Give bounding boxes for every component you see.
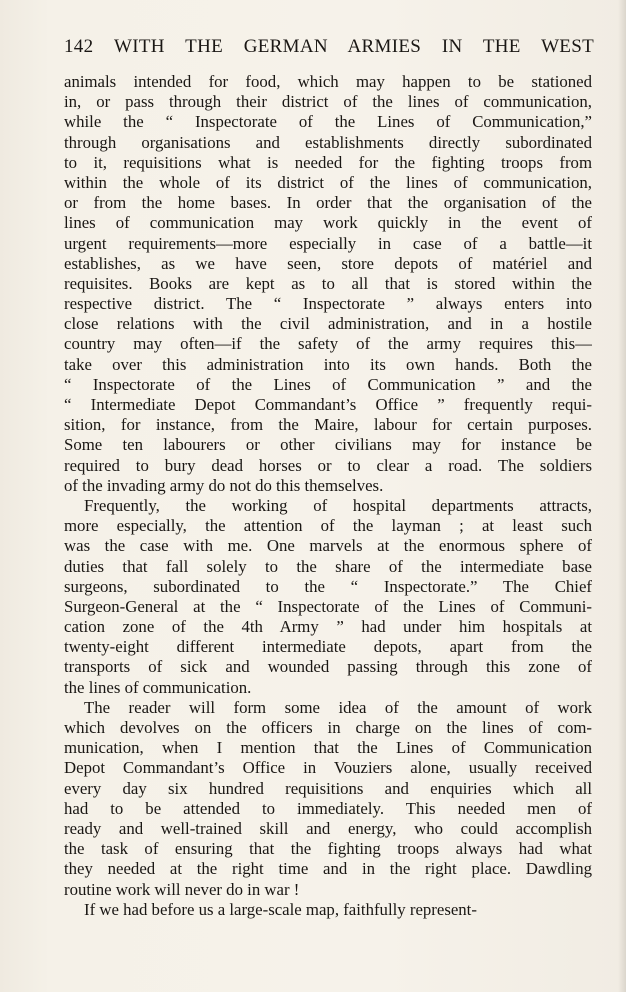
page-number: 142 [64, 36, 94, 57]
text-line: If we had before us a large-scale map, faithfully represent- [84, 899, 477, 919]
text-line: the task of ensuring that the fighting troops always had what [64, 839, 592, 859]
paragraph [64, 900, 592, 920]
text-line: close relations with the civil administration, and in a hostile [64, 314, 592, 334]
text-line: animals intended for food, which may happen to be stationed [64, 72, 592, 91]
text-line: lines of communication may work quickly in the event of [64, 213, 592, 233]
running-title: WITH THE GERMAN ARMIES IN THE WEST [114, 36, 594, 57]
text-line: “ Inspectorate of the Lines of Communication ” and the [64, 374, 592, 394]
text-line: every day six hundred requisitions and enquiries which all [64, 778, 592, 798]
text-line: take over this administration into its own hands. Both the [64, 354, 592, 374]
text-line: Some ten labourers or other civilians may for instance be [64, 435, 592, 455]
text-line: country may often—if the safety of the army requires this— [64, 334, 592, 354]
paragraph [64, 496, 592, 698]
text-line: in, or pass through their district of the lines of communication, [64, 92, 592, 112]
page-header [64, 36, 594, 60]
paragraph [64, 698, 592, 900]
text-line: respective district. The “ Inspectorate ” always enters into [64, 294, 592, 314]
text-line: routine work will never do in war ! [64, 879, 300, 899]
text-line: or from the home bases. In order that the organisation of the [64, 193, 592, 213]
text-line: had to be attended to immediately. This needed men of [64, 798, 592, 818]
text-line: munication, when I mention that the Lines of Communication [64, 738, 592, 758]
text-line: through organisations and establishments directly subordinated [64, 132, 592, 152]
paper-edge-shadow [618, 0, 626, 992]
text-line: urgent requirements—more especially in case of a battle—it [64, 233, 592, 253]
text-line: within the whole of its district of the lines of communication, [64, 172, 592, 192]
text-line: Surgeon-General at the “ Inspectorate of the Lines of Communi- [64, 596, 592, 616]
text-line: twenty-eight different intermediate depots, apart from the [64, 637, 592, 657]
text-line: surgeons, subordinated to the “ Inspectorate.” The Chief [64, 576, 592, 596]
text-line: required to bury dead horses or to clear a road. The soldiers [64, 455, 592, 475]
text-line: transports of sick and wounded passing through this zone of [64, 657, 592, 677]
text-line: while the “ Inspectorate of the Lines of Communication,” [64, 112, 592, 132]
text-line: which devolves on the officers in charge on the lines of com- [64, 718, 592, 737]
text-line: establishes, as we have seen, store depots of matériel and [64, 253, 592, 273]
paragraph [64, 72, 592, 496]
text-line: they needed at the right time and in the right place. Dawdling [64, 859, 592, 879]
text-line: sition, for instance, from the Maire, labour for certain purposes. [64, 415, 592, 435]
text-line: more especially, the attention of the layman ; at least such [64, 516, 592, 536]
text-line: Depot Commandant’s Office in Vouziers alone, usually received [64, 758, 592, 778]
text-line: ready and well-trained skill and energy, who could accomplish [64, 818, 592, 838]
text-line: Frequently, the working of hospital departments attracts, [84, 495, 592, 515]
text-line: cation zone of the 4th Army ” had under him hospitals at [64, 617, 592, 637]
body-text [64, 72, 592, 920]
text-line: of the invading army do not do this themselves. [64, 475, 384, 495]
text-line: was the case with me. One marvels at the enormous sphere of [64, 536, 592, 556]
text-line: requisites. Books are kept as to all that is stored within the [64, 273, 592, 293]
text-line: “ Intermediate Depot Commandant’s Office ” frequently requi- [64, 395, 592, 414]
text-line: duties that fall solely to the share of the intermediate base [64, 556, 592, 576]
text-line: The reader will form some idea of the amount of work [84, 697, 592, 717]
text-line: to it, requisitions what is needed for the fighting troops from [64, 152, 592, 172]
text-line: the lines of communication. [64, 677, 252, 697]
